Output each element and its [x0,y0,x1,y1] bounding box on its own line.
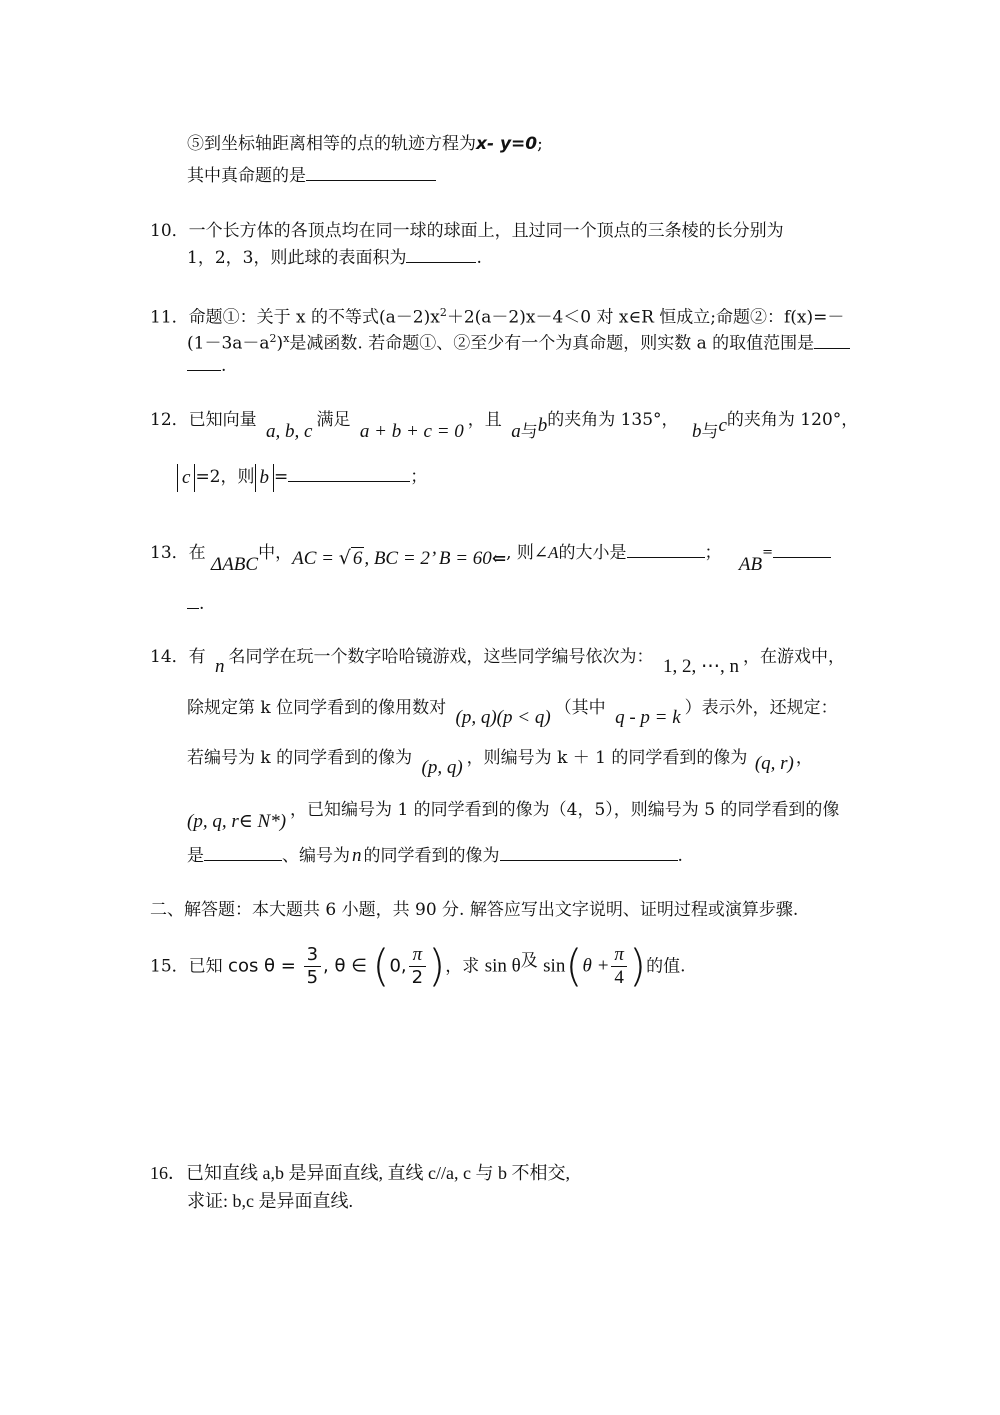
magnitude-c: c [177,464,195,492]
q14-line3: 若编号为 k 的同学看到的像为 (p, q) ，则编号为 k ＋ 1 的同学看到的像为 (q, r) ， [187,748,813,778]
q13-line2: . [187,592,204,615]
answer-blank-continued[interactable] [187,354,221,371]
q13-line1: 13．在 ΔABC中，AC = √ 6 , BC = 2’ B = 60⇐, 则∠A的大小是 ； AB= [150,537,831,570]
math-vector-sum: a + b + c = 0 [359,421,464,442]
q16-line2: 求证: b,c 是异面直线. [187,1191,353,1211]
question-number: 13． [150,543,189,563]
q14-line4: (p, q, r∈ N*)，已知编号为 1 的同学看到的像为（4，5），则编号为 5 的同学看到的像 [187,800,840,832]
q14-line2: 除规定第 k 位同学看到的像用数对 (p, q)(p < q) （其中 q - p = k ）表示外，还规定： [187,698,838,728]
fraction-pi-4: $\frac{\pi}{4}$ [611,944,627,989]
q11-line2: $(1-3a-a^2)^x$是减函数. 若命题①、②至少有一个为真命题，则实数 a 的取值范围是 [187,328,850,355]
item9-question: 其中真命题的是 [187,164,436,187]
answer-blank[interactable] [204,844,282,861]
answer-blank[interactable] [814,332,850,349]
fraction-3-5: $\frac{3}{5}$ [304,944,321,989]
q15-line: 15．已知 cos θ = $\frac{3}{5}$ , θ ∈ (0, $\frac{\pi}{2}$ )，求 sin θ及 sin(θ + $\frac{\pi}{4}$ )的值. [150,940,686,992]
answer-blank[interactable] [306,164,436,181]
q10-line2: 1，2，3，则此球的表面积为 . [187,248,482,268]
q11-line1: 11．命题①：关于 x 的不等式$(a-2)x^2+2(a-2)x-4<0$ 对 x∈R 恒成立;命题②：f(x)=－ [150,306,845,328]
answer-blank[interactable] [288,465,410,482]
item9-statement-5: ⑤到坐标轴距离相等的点的轨迹方程为x- y=0; [187,134,543,154]
q14-line5: 是 、编号为 n 的同学看到的像为 . [187,845,683,866]
math-vectors: a, b, c [266,421,313,442]
answer-blank[interactable] [406,246,476,263]
answer-blank[interactable] [627,541,705,558]
q10-line1: 10．一个长方体的各顶点均在同一球的球面上，且过同一个顶点的三条棱的长分别为 [150,221,784,241]
question-number: 11． [150,307,189,328]
section-heading: 二、解答题：本大题共 6 小题，共 90 分. 解答应写出文字说明、证明过程或演算步骤. [150,900,799,920]
answer-blank-continued[interactable] [187,592,199,609]
magnitude-b: b [255,464,275,492]
question-number: 12． [150,410,189,430]
q12-line2: c =2，则 b = ； [177,462,427,492]
question-number: 16． [150,1163,186,1183]
math-expression: x- y=0 [476,134,538,154]
q14-line1: 14．有 n 名同学在玩一个数字哈哈镜游戏，这些同学编号依次为： 1, 2, ⋯, n ，在游戏中， [150,647,845,677]
question-number: 14． [150,647,189,667]
answer-blank[interactable] [500,844,678,861]
q16-line1: 16．已知直线 a,b 是异面直线, 直线 c//a, c 与 b 不相交, [150,1163,570,1183]
q11-line3: . [187,354,226,377]
q12-line1: 12．已知向量 a, b, c满足 a + b + c = 0，且 a与b的夹角为 135°， b与c的夹角为 120°， [150,410,859,442]
question-number: 15． [150,956,189,977]
fraction-pi-2: $\frac{\pi}{2}$ [409,944,426,989]
answer-blank[interactable] [773,541,831,558]
math-triangle: ΔABC [211,554,259,575]
question-number: 10． [150,221,189,241]
